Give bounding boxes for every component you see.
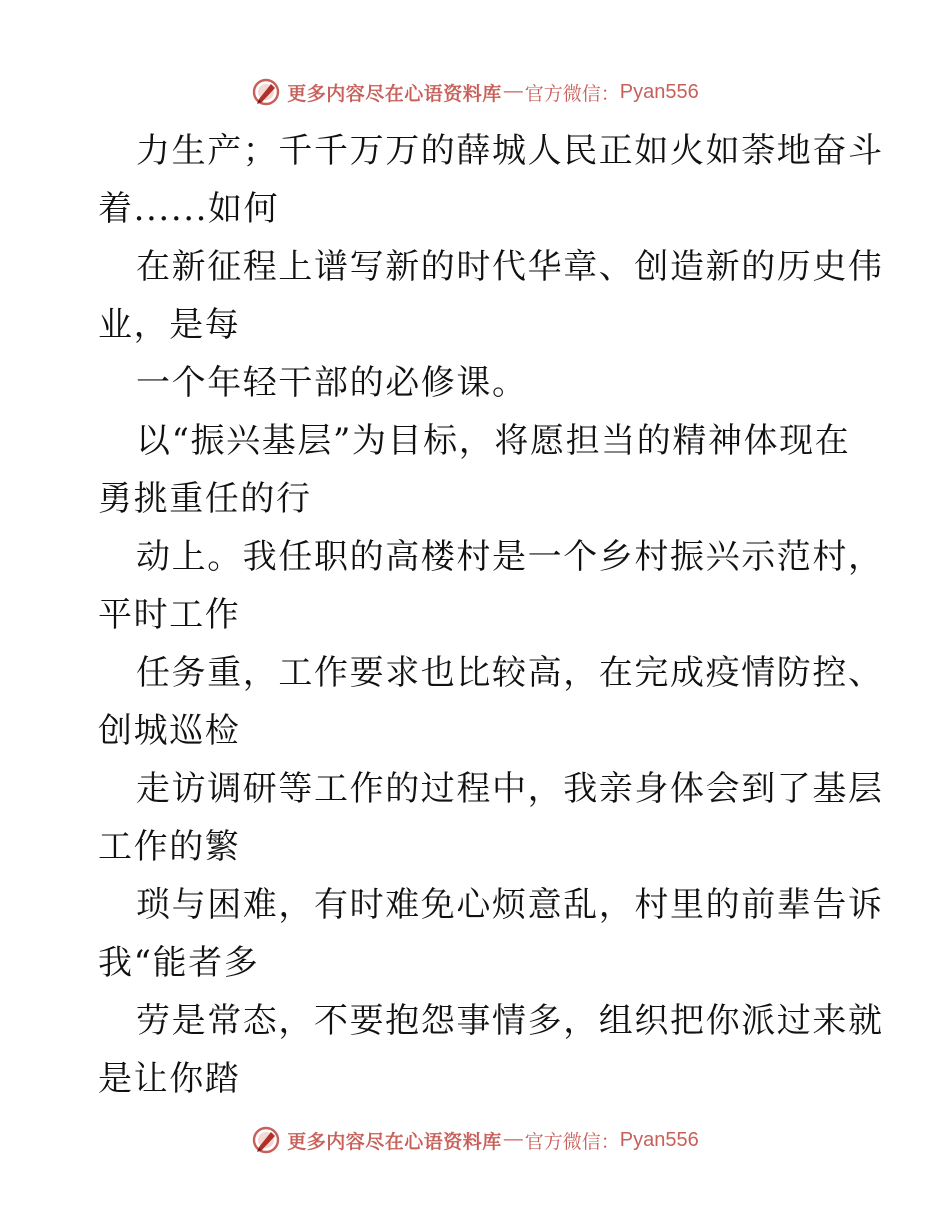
text-line: 勇挑重任的行 bbox=[98, 479, 312, 519]
watermark-separator: — bbox=[503, 1129, 523, 1150]
text-line: 着......如何 bbox=[98, 189, 280, 229]
text-line: 在新征程上谱写新的时代华章、创造新的历史伟 bbox=[136, 247, 884, 287]
text-line: 琐与困难，有时难免心烦意乱，村里的前辈告诉 bbox=[136, 885, 884, 925]
text-line: 一个年轻干部的必修课。 bbox=[136, 363, 528, 403]
text-line: 我“能者多 bbox=[98, 943, 260, 983]
text-line: 力生产；千千万万的薛城人民正如火如荼地奋斗 bbox=[136, 131, 884, 171]
footer-watermark bbox=[0, 1120, 950, 1160]
text-line: 创城巡检 bbox=[98, 711, 241, 751]
text-line: 任务重，工作要求也比较高，在完成疫情防控、 bbox=[136, 653, 884, 693]
watermark-wechat-id: Pyan556 bbox=[619, 80, 699, 103]
text-line: 是让你踏 bbox=[98, 1059, 241, 1099]
text-line: 工作的繁 bbox=[98, 827, 241, 867]
text-line: 走访调研等工作的过程中，我亲身体会到了基层 bbox=[136, 769, 884, 809]
watermark-brand: 更多内容尽在心语资料库 bbox=[287, 82, 502, 105]
text-line: 动上。我任职的高楼村是一个乡村振兴示范村， bbox=[136, 537, 884, 577]
text-line: 平时工作 bbox=[98, 595, 241, 635]
watermark-wechat-label: 官方微信： bbox=[524, 1130, 620, 1153]
watermark-wechat-id: Pyan556 bbox=[619, 1128, 699, 1151]
watermark-wechat-label: 官方微信： bbox=[524, 82, 620, 105]
watermark-separator: — bbox=[503, 81, 523, 102]
watermark-brand: 更多内容尽在心语资料库 bbox=[287, 1130, 502, 1153]
document-body bbox=[98, 122, 884, 1108]
header-watermark bbox=[0, 72, 950, 112]
text-line: 以“振兴基层”为目标，将愿担当的精神体现在 bbox=[136, 421, 851, 461]
pen-nib-circle-icon bbox=[251, 77, 281, 107]
text-line: 业，是每 bbox=[98, 305, 241, 345]
pen-nib-circle-icon bbox=[251, 1125, 281, 1155]
text-line: 劳是常态，不要抱怨事情多，组织把你派过来就 bbox=[136, 1001, 884, 1041]
